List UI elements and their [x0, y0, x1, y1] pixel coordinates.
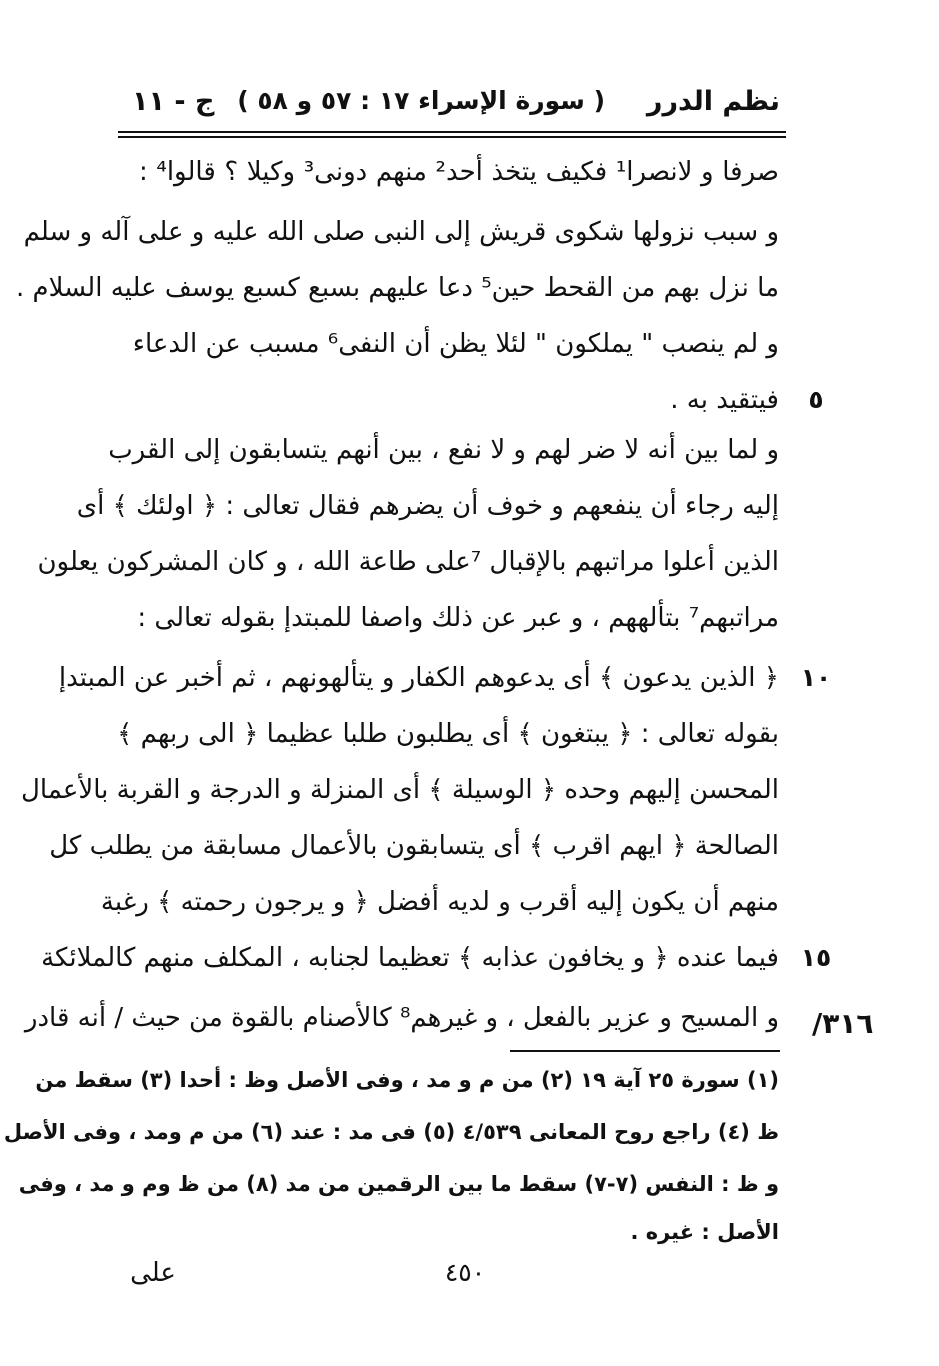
footnote-line: ظ (٤) راجع روح المعانى ٤/٥٣٩ (٥) فى مد : عند (٦) من م ومد ، وفى الأصل — [3, 1120, 779, 1144]
text-line: صرفا و لانصرا¹ فكيف يتخذ أحد² منهم دونى³ وكيلا ؟ قالوا⁴ : — [139, 157, 779, 187]
running-header — [120, 86, 780, 126]
header-rule-double — [118, 136, 786, 138]
footnote-line: (١) سورة ٢٥ آية ١٩ (٢) من م و مد ، وفى الأصل وظ : أحدا (٣) سقط من — [35, 1068, 779, 1092]
text-line: ما نزل بهم من القحط حين⁵ دعا عليهم بسبع كسبع يوسف عليه السلام . — [15, 273, 779, 303]
text-line: و سبب نزولها شكوى قريش إلى النبى صلى الله عليه و على آله و سلم — [23, 217, 779, 247]
margin-folio-note: ٣١٦/ — [812, 1007, 874, 1040]
header-rule — [118, 131, 786, 133]
footnote-line: الأصل : غيره . — [630, 1220, 779, 1244]
text-line: فيتقيد به . — [670, 385, 779, 415]
footnote-line: و ظ : النفس (٧-٧) سقط ما بين الرقمين من مد (٨) من ظ وم و مد ، وفى — [18, 1172, 779, 1196]
volume-number: ج - ١١ — [132, 86, 215, 117]
text-line: منهم أن يكون إليه أقرب و لديه أفضل ﴿ و يرجون رحمته ﴾ رغبة — [100, 887, 779, 917]
text-line: و لم ينصب " يملكون " لئلا يظن أن النفى⁶ مسبب عن الدعاء — [132, 329, 779, 359]
text-line: و المسيح و عزير بالفعل ، و غيرهم⁸ كالأصنام بالقوة من حيث / أنه قادر — [24, 1003, 779, 1033]
text-line: و لما بين أنه لا ضر لهم و لا نفع ، بين أنهم يتسابقون إلى القرب — [108, 435, 779, 465]
line-number: ١٠ — [800, 663, 832, 692]
text-line: فيما عنده ﴿ و يخافون عذابه ﴾ تعظيما لجنابه ، المكلف منهم كالملائكة — [41, 943, 779, 973]
text-line: المحسن إليهم وحده ﴿ الوسيلة ﴾ أى المنزلة و الدرجة و القربة بالأعمال — [21, 775, 779, 805]
line-number: ١٥ — [800, 943, 832, 972]
surah-reference: ( سورة الإسراء ١٧ : ٥٧ و ٥٨ ) — [237, 86, 605, 115]
text-line: ﴿ الذين يدعون ﴾ أى يدعوهم الكفار و يتألهونهم ، ثم أخبر عن المبتدإ — [58, 663, 779, 693]
text-line: إليه رجاء أن ينفعهم و خوف أن يضرهم فقال تعالى : ﴿ اولئك ﴾ أى — [76, 491, 779, 521]
page-number: ٤٥٠ — [444, 1258, 486, 1287]
footnote-rule — [510, 1050, 780, 1052]
catchword: على — [130, 1258, 176, 1288]
text-line: الصالحة ﴿ ايهم اقرب ﴾ أى يتسابقون بالأعمال مسابقة من يطلب كل — [49, 831, 779, 861]
line-number: ٥ — [808, 385, 824, 414]
text-line: بقوله تعالى : ﴿ يبتغون ﴾ أى يطلبون طلبا عظيما ﴿ الى ربهم ﴾ — [117, 719, 779, 749]
book-title: نظم الدرر — [646, 86, 780, 117]
text-line: الذين أعلوا مراتبهم بالإقبال ⁷على طاعة الله ، و كان المشركون يعلون — [37, 547, 779, 577]
text-line: مراتبهم⁷ بتألههم ، و عبر عن ذلك واصفا للمبتدإ بقوله تعالى : — [137, 603, 779, 633]
